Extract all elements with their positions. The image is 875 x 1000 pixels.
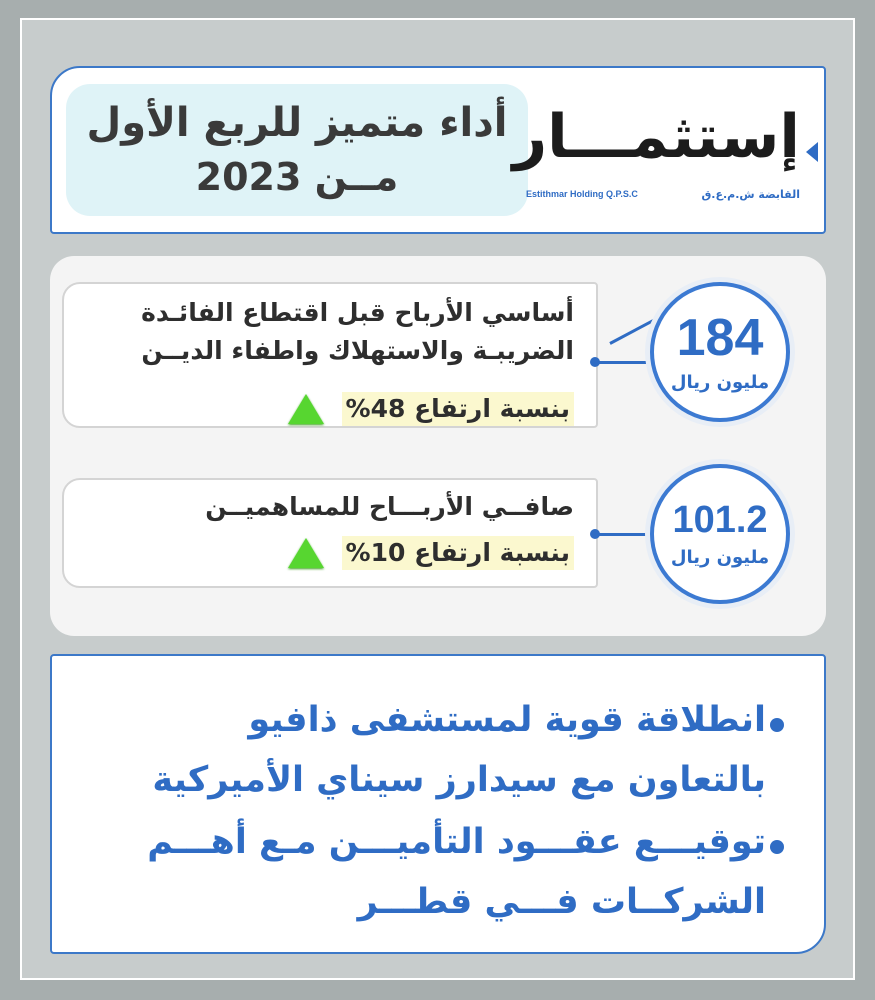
- title-box: [66, 84, 528, 216]
- up-arrow-icon: [288, 538, 324, 568]
- stat-card-net-profit: [62, 478, 598, 588]
- bullet-icon: [770, 840, 784, 854]
- news-item: انطلاقة قوية لمستشفى ذافيو بالتعاون مع سيدارز سيناي الأميركية: [152, 700, 766, 800]
- stat-unit: مليون ريال: [670, 546, 770, 568]
- header-panel: [50, 66, 826, 234]
- logo-wordmark: إستثمـــار: [512, 102, 800, 172]
- stat-description: [205, 488, 574, 526]
- stat-value: 184: [676, 308, 764, 367]
- stat-value-circle: [650, 464, 790, 604]
- connector-dot: [590, 529, 600, 539]
- connector-dot: [590, 357, 600, 367]
- bullet-icon: [770, 718, 784, 732]
- stat-unit: مليون ريال: [670, 371, 770, 393]
- news-panel: [50, 654, 826, 954]
- up-arrow-icon: [288, 394, 324, 424]
- connector-line: [594, 361, 654, 364]
- stat-value: 101.2: [672, 498, 768, 541]
- connector-line: [594, 533, 654, 536]
- stat-change-row: [288, 392, 574, 426]
- stat-description: [141, 294, 574, 370]
- stat-value-circle: [650, 282, 790, 422]
- page-subtitle: مــن 2023: [195, 155, 399, 199]
- stat-change-row: [288, 536, 574, 570]
- stats-panel: [50, 256, 826, 636]
- stat-card-ebitda: [62, 282, 598, 428]
- pointer-arrow-icon: [806, 142, 818, 162]
- connector-line: [609, 319, 655, 345]
- stat-description-line: أساسي الأرباح قبل اقتطاع الفائـدة: [141, 298, 574, 327]
- logo-subtitle-english: Estithmar Holding Q.P.S.C: [526, 189, 638, 199]
- logo-subtitle-arabic: القابضة ش.م.ع.ق: [701, 188, 800, 201]
- company-logo: [512, 98, 822, 218]
- stat-description-line: صافــي الأربـــاح للمساهميــن: [205, 492, 574, 521]
- page-title: أداء متميز للربع الأول: [86, 100, 508, 146]
- stat-change-text: بنسبة ارتفاع 48%: [342, 392, 574, 426]
- news-item: توقيـــع عقـــود التأميـــن مـع أهـــم الشركــات فـــي قطـــر: [147, 822, 766, 922]
- stat-change-text: بنسبة ارتفاع 10%: [342, 536, 574, 570]
- stat-description-line: الضريبـة والاستهلاك واطفاء الديــن: [141, 336, 574, 365]
